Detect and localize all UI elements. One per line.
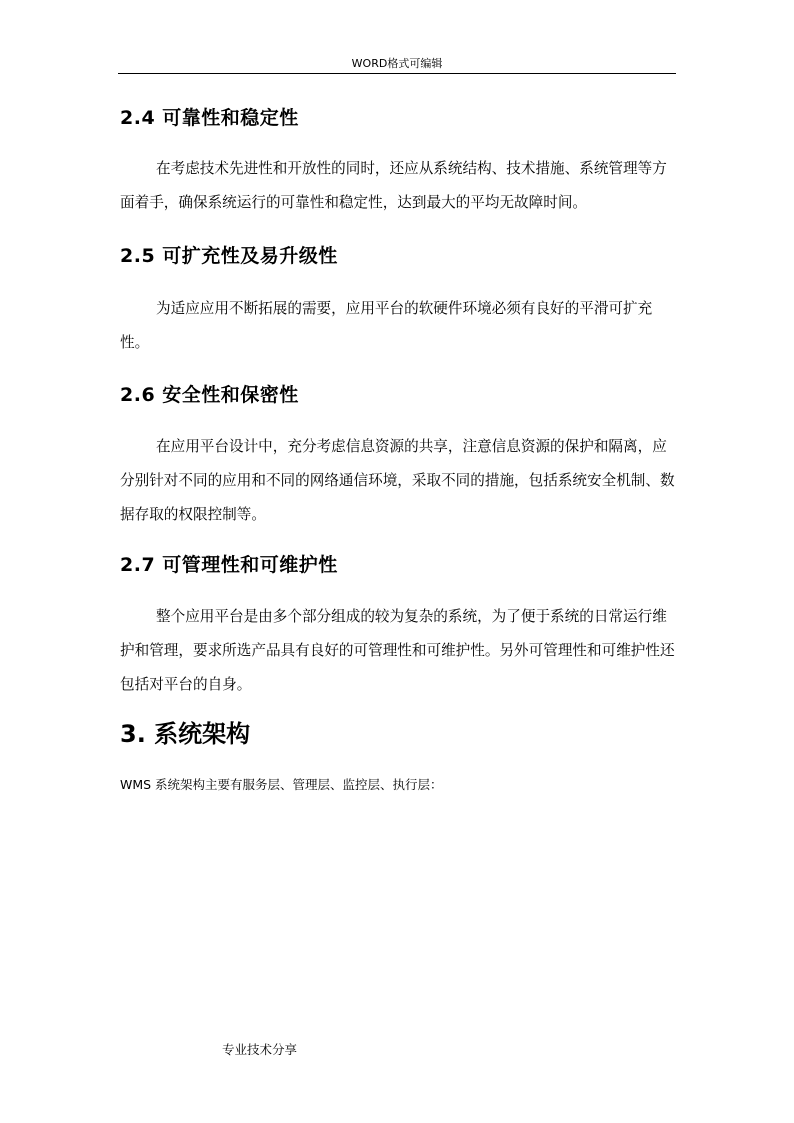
chapter-heading: 3. 系统架构 xyxy=(120,720,251,748)
section-body-2-7: 整个应用平台是由多个部分组成的较为复杂的系统，为了便于系统的日常运行维护和管理，要求所选产品具有良好的可管理性和可维护性。另外可管理性和可维护性还包括对平台的自身。 xyxy=(120,608,675,693)
section-heading-2-6: 2.6 安全性和保密性 xyxy=(120,384,299,406)
section-heading-2-7: 2.7 可管理性和可维护性 xyxy=(120,554,338,576)
section-heading-2-4: 2.4 可靠性和稳定性 xyxy=(120,107,299,129)
chapter-intro: WMS 系统架构主要有服务层、管理层、监控层、执行层： xyxy=(120,777,443,792)
header-divider xyxy=(118,73,676,74)
section-body-2-6: 在应用平台设计中，充分考虑信息资源的共享，注意信息资源的保护和隔离，应分别针对不同的应用和不同的网络通信环境，采取不同的措施，包括系统安全机制、数据存取的权限控制等。 xyxy=(120,438,675,523)
section-body-2-4: 在考虑技术先进性和开放性的同时，还应从系统结构、技术措施、系统管理等方面着手，确保系统运行的可靠性和稳定性，达到最大的平均无故障时间。 xyxy=(120,160,667,211)
page-footer: 专业技术分享 xyxy=(222,1042,298,1057)
section-heading-2-5: 2.5 可扩充性及易升级性 xyxy=(120,245,338,267)
section-body-2-5: 为适应应用不断拓展的需要，应用平台的软硬件环境必须有良好的平滑可扩充性。 xyxy=(120,300,653,351)
page-header: WORD格式可编辑 xyxy=(351,57,443,70)
